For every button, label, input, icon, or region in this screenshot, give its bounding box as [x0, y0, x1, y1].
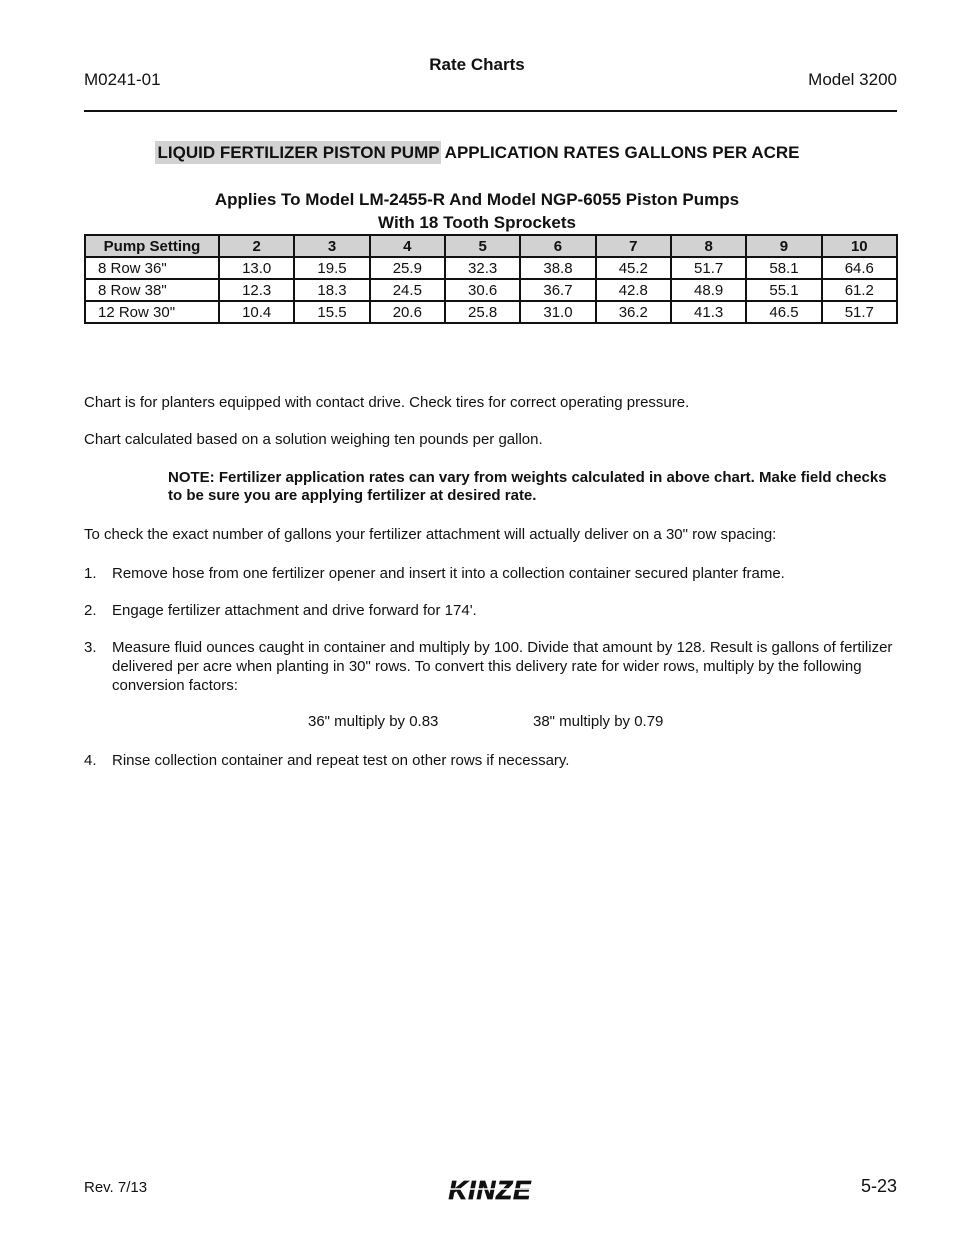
table-row	[85, 257, 897, 279]
step-text: Remove hose from one fertilizer opener and insert it into a collection container secured planter frame.	[112, 565, 785, 582]
column-header: 10	[822, 235, 897, 257]
column-header: Pump Setting	[85, 235, 219, 257]
table-cell: 38.8	[520, 257, 595, 279]
table-cell: 58.1	[746, 257, 821, 279]
column-header: 4	[370, 235, 445, 257]
table-cell: 18.3	[294, 279, 369, 301]
table-subtitle	[0, 188, 954, 234]
title-rest: APPLICATION RATES GALLONS PER ACRE	[440, 143, 800, 162]
table-cell: 30.6	[445, 279, 520, 301]
step-text: Measure fluid ounces caught in container and multiply by 100. Divide that amount by 128. Result is gallons of fertilizer delivered per acre when planting in 30" rows. To convert this delivery rate for wider rows, multiply by the following conversion factors:	[112, 639, 893, 694]
column-header: 8	[671, 235, 746, 257]
column-header: 6	[520, 235, 595, 257]
column-header: 3	[294, 235, 369, 257]
table-cell: 20.6	[370, 301, 445, 323]
row-label: 8 Row 36"	[85, 257, 219, 279]
table-cell: 19.5	[294, 257, 369, 279]
rate-table	[84, 234, 898, 324]
title-highlight: LIQUID FERTILIZER PISTON PUMP	[155, 141, 441, 164]
table-cell: 61.2	[822, 279, 897, 301]
table-row	[85, 279, 897, 301]
table-cell: 41.3	[671, 301, 746, 323]
conversion-factor-36: 36" multiply by 0.83	[308, 713, 439, 730]
column-header: 5	[445, 235, 520, 257]
table-cell: 24.5	[370, 279, 445, 301]
table-cell: 25.8	[445, 301, 520, 323]
subtitle-line-1: Applies To Model LM-2455-R And Model NGP-6055 Piston Pumps	[214, 190, 740, 209]
row-label: 8 Row 38"	[85, 279, 219, 301]
step-number: 3.	[84, 639, 97, 656]
table-cell: 12.3	[219, 279, 294, 301]
conversion-factor-38: 38" multiply by 0.79	[533, 713, 664, 730]
table-cell: 10.4	[219, 301, 294, 323]
table-cell: 13.0	[219, 257, 294, 279]
table-cell: 42.8	[596, 279, 671, 301]
table-cell: 25.9	[370, 257, 445, 279]
column-header: 9	[746, 235, 821, 257]
column-header: 7	[596, 235, 671, 257]
logo-text: KINZE	[448, 1175, 532, 1205]
table-cell: 36.7	[520, 279, 595, 301]
table-header-row	[85, 235, 897, 257]
model-name: Model 3200	[808, 70, 897, 89]
revision-label: Rev. 7/13	[84, 1179, 148, 1196]
section-title: Rate Charts	[429, 55, 525, 74]
row-label: 12 Row 30"	[85, 301, 219, 323]
table-cell: 46.5	[746, 301, 821, 323]
document-number: M0241-01	[84, 70, 161, 89]
table-cell: 15.5	[294, 301, 369, 323]
note-text: NOTE: Fertilizer application rates can vary from weights calculated in above chart. Make field checks to be sure you are applying fertilizer at desired rate.	[168, 469, 887, 504]
paragraph-contact-drive: Chart is for planters equipped with contact drive. Check tires for correct operating pressure.	[84, 394, 690, 411]
step-number: 4.	[84, 752, 97, 769]
table-cell: 51.7	[822, 301, 897, 323]
table-row	[85, 301, 897, 323]
table-cell: 55.1	[746, 279, 821, 301]
header-divider	[84, 110, 897, 112]
table-cell: 51.7	[671, 257, 746, 279]
table-cell: 31.0	[520, 301, 595, 323]
paragraph-check-intro: To check the exact number of gallons your fertilizer attachment will actually deliver on a 30" row spacing:	[84, 526, 777, 543]
table-cell: 36.2	[596, 301, 671, 323]
column-header: 2	[219, 235, 294, 257]
paragraph-solution-weight: Chart calculated based on a solution weighing ten pounds per gallon.	[84, 431, 543, 448]
table-cell: 32.3	[445, 257, 520, 279]
page-title	[0, 143, 954, 163]
table-cell: 48.9	[671, 279, 746, 301]
step-text: Rinse collection container and repeat test on other rows if necessary.	[112, 752, 570, 769]
kinze-logo	[430, 1175, 550, 1205]
step-number: 2.	[84, 602, 97, 619]
table-cell: 64.6	[822, 257, 897, 279]
page-number: 5-23	[860, 1176, 897, 1196]
step-text: Engage fertilizer attachment and drive forward for 174'.	[112, 602, 477, 619]
table-cell: 45.2	[596, 257, 671, 279]
step-number: 1.	[84, 565, 97, 582]
subtitle-line-2: With 18 Tooth Sprockets	[378, 213, 576, 232]
